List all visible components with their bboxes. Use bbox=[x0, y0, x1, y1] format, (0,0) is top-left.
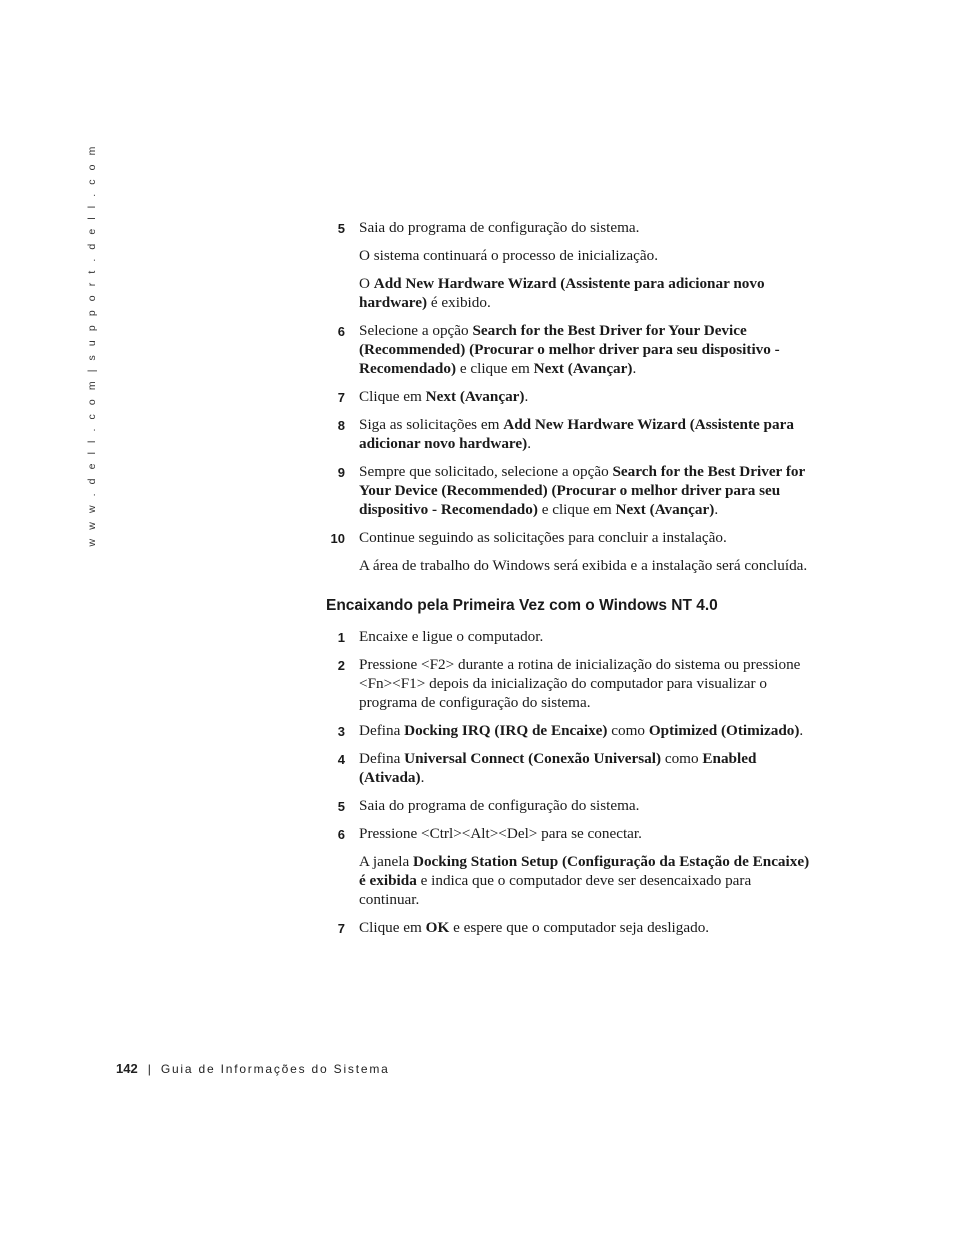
footer-title: Guia de Informações do Sistema bbox=[160, 1062, 390, 1076]
text-run: Pressione <F2> durante a rotina de inicialização do sistema ou pressione <Fn><F1> depois da inicialização do computador para visualizar o programa de configuração do sistema. bbox=[359, 656, 801, 711]
step-paragraph bbox=[359, 415, 810, 453]
instruction-list-1 bbox=[326, 218, 810, 575]
text-run: Sempre que solicitado, selecione a opção bbox=[359, 463, 613, 480]
text-run: Saia do programa de configuração do sistema. bbox=[359, 219, 640, 236]
text-run: Defina bbox=[359, 750, 405, 767]
text-run: Pressione <Ctrl><Alt><Del> para se conectar. bbox=[359, 825, 642, 842]
bold-text: Search for the Best Driver for Your Device (Recommended) (Procurar o melhor driver para seu dispositivo - Recomendado) bbox=[359, 463, 805, 518]
footer-separator: | bbox=[147, 1062, 151, 1076]
step-paragraph bbox=[359, 655, 810, 712]
text-run: . bbox=[527, 435, 531, 452]
step-paragraph bbox=[359, 796, 810, 815]
text-run: e clique em bbox=[537, 501, 616, 518]
step-number: 6 bbox=[337, 324, 345, 339]
side-url-margin bbox=[84, 143, 100, 546]
step-number: 10 bbox=[330, 531, 345, 546]
step-paragraph bbox=[359, 721, 810, 740]
bold-text: Next (Avançar) bbox=[615, 501, 715, 518]
list-item bbox=[326, 415, 810, 453]
step-paragraph bbox=[359, 556, 810, 575]
text-run: . bbox=[524, 388, 529, 405]
text-run: Selecione a opção bbox=[359, 322, 473, 339]
list-item bbox=[326, 462, 810, 519]
step-number: 7 bbox=[337, 921, 345, 936]
list-item bbox=[326, 655, 810, 712]
bold-text: Next (Avançar) bbox=[425, 388, 525, 405]
text-run: Saia do programa de configuração do sistema. bbox=[359, 797, 640, 814]
list-item bbox=[326, 796, 810, 815]
text-run: . bbox=[714, 501, 719, 518]
bold-text: Search for the Best Driver for Your Device (Recommended) (Procurar o melhor driver para seu dispositivo - Recomendado) bbox=[359, 322, 780, 377]
bold-text: Add New Hardware Wizard (Assistente para adicionar novo hardware) bbox=[359, 416, 794, 452]
page-content bbox=[326, 218, 810, 946]
list-item bbox=[326, 218, 810, 312]
text-run: como bbox=[661, 750, 703, 767]
bold-text: Docking Station Setup (Configuração da Estação de Encaixe) é exibida bbox=[359, 853, 810, 889]
step-number: 7 bbox=[337, 390, 345, 405]
step-number: 9 bbox=[337, 465, 345, 480]
text-run: Defina bbox=[359, 722, 405, 739]
step-paragraph bbox=[359, 462, 810, 519]
list-item bbox=[326, 749, 810, 787]
step-paragraph bbox=[359, 852, 810, 909]
step-paragraph bbox=[359, 824, 810, 843]
list-item bbox=[326, 918, 810, 937]
bold-text: Optimized (Otimizado) bbox=[648, 722, 800, 739]
text-run: Siga as solicitações em bbox=[359, 416, 504, 433]
step-number: 8 bbox=[337, 418, 345, 433]
step-number: 6 bbox=[337, 827, 345, 842]
step-number: 1 bbox=[337, 630, 345, 645]
step-number: 3 bbox=[337, 724, 345, 739]
step-number: 5 bbox=[337, 221, 345, 236]
text-run: é exibido. bbox=[427, 294, 491, 311]
step-paragraph bbox=[359, 627, 810, 646]
text-run: como bbox=[607, 722, 649, 739]
text-run: e clique em bbox=[456, 360, 534, 377]
text-run: A janela bbox=[359, 853, 413, 870]
bold-text: Add New Hardware Wizard (Assistente para adicionar novo hardware) bbox=[359, 275, 765, 311]
side-url-text: w w w . d e l l . c o m | s u p p o r t . d e l l . c o m bbox=[86, 143, 98, 546]
list-item bbox=[326, 627, 810, 646]
step-number: 2 bbox=[337, 658, 345, 673]
text-run: e indica que o computador deve ser desencaixado para continuar. bbox=[359, 872, 752, 908]
step-paragraph bbox=[359, 321, 810, 378]
text-run: O bbox=[359, 275, 374, 292]
section-heading: Encaixando pela Primeira Vez com o Windows NT 4.0 bbox=[326, 597, 718, 614]
text-run: . bbox=[420, 769, 425, 786]
text-run: Encaixe e ligue o computador. bbox=[359, 628, 544, 645]
bold-text: Docking IRQ (IRQ de Encaixe) bbox=[404, 722, 608, 739]
list-item bbox=[326, 528, 810, 575]
step-paragraph bbox=[359, 387, 810, 406]
list-item bbox=[326, 824, 810, 909]
list-item bbox=[326, 721, 810, 740]
step-paragraph bbox=[359, 274, 810, 312]
bold-text: Enabled (Ativada) bbox=[359, 750, 757, 786]
instruction-list-2 bbox=[326, 627, 810, 937]
step-paragraph bbox=[359, 528, 810, 547]
step-paragraph bbox=[359, 218, 810, 237]
step-paragraph bbox=[359, 749, 810, 787]
step-paragraph bbox=[359, 246, 810, 265]
text-run: . bbox=[632, 360, 637, 377]
step-number: 5 bbox=[337, 799, 345, 814]
step-number: 4 bbox=[337, 752, 345, 767]
page-number: 142 bbox=[116, 1061, 138, 1076]
list-item bbox=[326, 387, 810, 406]
list-item bbox=[326, 321, 810, 378]
text-run: Clique em bbox=[359, 919, 426, 936]
text-run: Clique em bbox=[359, 388, 426, 405]
text-run: A área de trabalho do Windows será exibida e a instalação será concluída. bbox=[359, 557, 808, 574]
text-run: O sistema continuará o processo de inicialização. bbox=[359, 247, 658, 264]
bold-text: Universal Connect (Conexão Universal) bbox=[404, 750, 662, 767]
text-run: Continue seguindo as solicitações para concluir a instalação. bbox=[359, 529, 727, 546]
text-run: e espere que o computador seja desligado. bbox=[449, 919, 710, 936]
bold-text: OK bbox=[425, 919, 450, 936]
page-footer bbox=[116, 1061, 390, 1076]
text-run: . bbox=[799, 722, 804, 739]
bold-text: Next (Avançar) bbox=[533, 360, 633, 377]
step-paragraph bbox=[359, 918, 810, 937]
